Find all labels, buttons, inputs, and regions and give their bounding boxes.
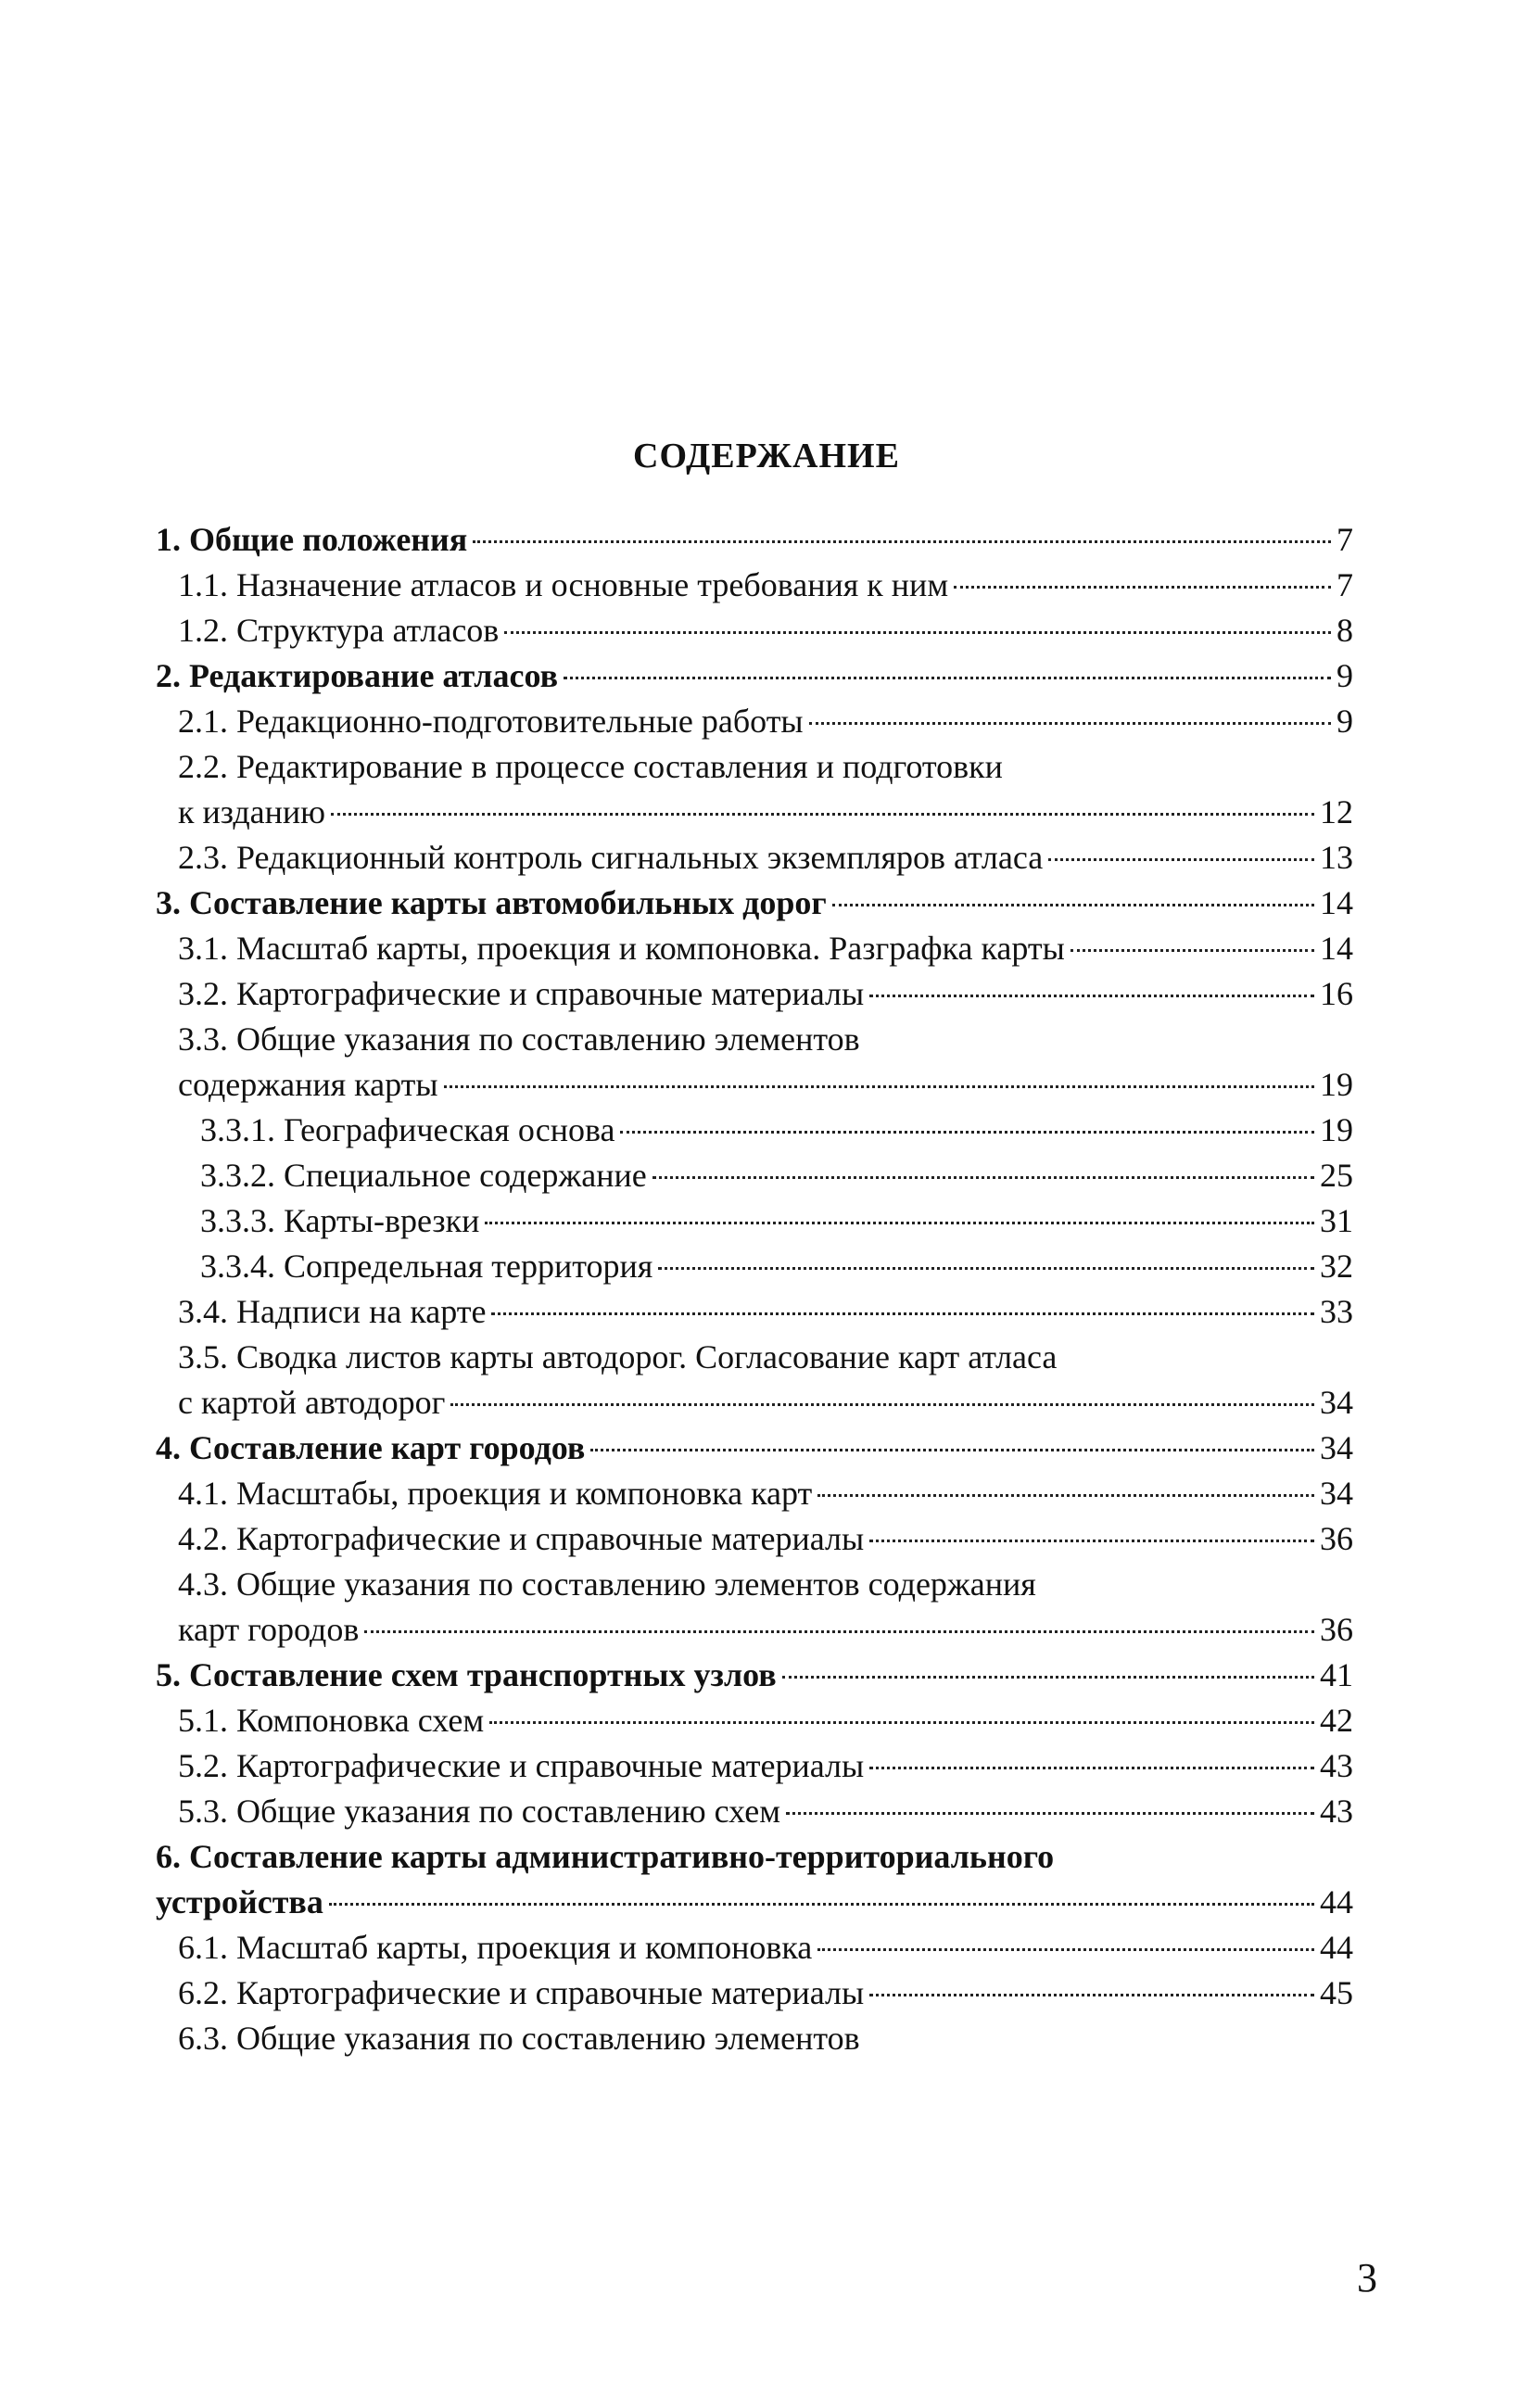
toc-dot-leader <box>1048 858 1314 861</box>
toc-entry-page: 33 <box>1320 1293 1353 1330</box>
toc-entry-page: 9 <box>1337 657 1353 694</box>
toc-entry-page: 43 <box>1320 1747 1353 1784</box>
toc-entry-title: 6.1. Масштаб карты, проекция и компоновка <box>178 1929 813 1966</box>
toc-entry-page: 7 <box>1337 566 1353 603</box>
toc-entry-title: 5. Составление схем транспортных узлов <box>156 1656 777 1693</box>
toc-dot-leader <box>331 813 1314 816</box>
toc-entry-title: 3.5. Сводка листов карты автодорог. Согласование карт атласа <box>178 1338 1058 1375</box>
page-title: СОДЕРЖАНИЕ <box>633 437 900 475</box>
toc-entry-page: 44 <box>1320 1929 1353 1966</box>
toc-entry-title: 3.3.2. Специальное содержание <box>200 1157 647 1194</box>
toc-entry[interactable] <box>156 608 1353 653</box>
toc-entry-title: 1.1. Назначение атласов и основные требования к ним <box>178 566 949 603</box>
toc-entry-title: 5.1. Компоновка схем <box>178 1702 485 1739</box>
toc-entry[interactable] <box>156 881 1353 926</box>
toc-entry-page: 31 <box>1320 1202 1353 1239</box>
toc-entry-page: 25 <box>1320 1157 1353 1194</box>
toc-entry-title: 1. Общие положения <box>156 521 468 558</box>
toc-entry-title: 3.3.3. Карты-врезки <box>200 1202 480 1239</box>
toc-entry-page: 34 <box>1320 1429 1353 1466</box>
toc-dot-leader <box>364 1630 1314 1633</box>
toc-entry[interactable] <box>156 744 1353 790</box>
toc-entry-title: 3.3.4. Сопредельная территория <box>200 1248 653 1285</box>
toc-entry[interactable] <box>156 926 1353 971</box>
toc-entry-title: 3.3.1. Географическая основа <box>200 1111 615 1148</box>
toc-entry[interactable] <box>156 1198 1353 1244</box>
toc-dot-leader <box>817 1948 1314 1951</box>
toc-dot-leader <box>658 1267 1314 1270</box>
toc-entry-page: 7 <box>1337 521 1353 558</box>
toc-dot-leader <box>444 1085 1314 1088</box>
toc-entry[interactable] <box>156 1471 1353 1516</box>
toc-entry[interactable] <box>156 971 1353 1017</box>
toc-dot-leader <box>329 1903 1314 1906</box>
toc-entry[interactable] <box>156 2016 1353 2061</box>
toc-dot-leader <box>620 1131 1314 1134</box>
toc-entry-page: 45 <box>1320 1974 1353 2011</box>
table-of-contents <box>156 517 1353 2061</box>
toc-entry-page: 19 <box>1320 1111 1353 1148</box>
toc-entry-title: 6. Составление карты административно-территориального <box>156 1838 1055 1875</box>
toc-entry-page: 42 <box>1320 1702 1353 1739</box>
toc-entry[interactable] <box>156 653 1353 699</box>
toc-entry-title: карт городов <box>178 1611 360 1648</box>
toc-entry[interactable] <box>156 1017 1353 1062</box>
toc-entry-page: 14 <box>1320 884 1353 921</box>
toc-entry[interactable] <box>156 1834 1353 1880</box>
toc-dot-leader <box>504 631 1331 634</box>
toc-entry-title: 6.2. Картографические и справочные материалы <box>178 1974 865 2011</box>
toc-entry-page: 34 <box>1320 1475 1353 1512</box>
toc-entry-title: 3.3. Общие указания по составлению элементов <box>178 1020 860 1058</box>
toc-dot-leader <box>491 1312 1314 1315</box>
toc-dot-leader <box>485 1222 1314 1224</box>
toc-dot-leader <box>832 904 1314 906</box>
toc-entry[interactable] <box>156 1108 1353 1153</box>
toc-dot-leader <box>652 1176 1314 1179</box>
toc-entry-page: 44 <box>1320 1883 1353 1920</box>
toc-entry-title: устройства <box>156 1883 323 1920</box>
toc-entry-page: 41 <box>1320 1656 1353 1693</box>
toc-entry-page: 13 <box>1320 839 1353 876</box>
toc-entry-title: 2. Редактирование атласов <box>156 657 559 694</box>
toc-dot-leader <box>489 1721 1314 1724</box>
toc-dot-leader <box>1071 949 1314 952</box>
toc-entry-title: 2.1. Редакционно-подготовительные работы <box>178 703 804 740</box>
toc-entry[interactable] <box>156 1289 1353 1335</box>
toc-entry-title: с картой автодорог <box>178 1384 446 1421</box>
toc-entry[interactable] <box>156 1062 1353 1108</box>
toc-entry[interactable] <box>156 1380 1353 1426</box>
toc-dot-leader <box>782 1676 1314 1679</box>
toc-dot-leader <box>869 1994 1314 1996</box>
toc-dot-leader <box>473 540 1331 543</box>
toc-entry[interactable] <box>156 1653 1353 1698</box>
toc-entry[interactable] <box>156 699 1353 744</box>
toc-entry-title: 5.2. Картографические и справочные материалы <box>178 1747 865 1784</box>
toc-entry[interactable] <box>156 1516 1353 1562</box>
toc-entry-title: 3. Составление карты автомобильных дорог <box>156 884 827 921</box>
toc-dot-leader <box>450 1403 1314 1406</box>
toc-entry[interactable] <box>156 1607 1353 1653</box>
toc-dot-leader <box>954 586 1331 589</box>
toc-dot-leader <box>590 1449 1314 1451</box>
toc-entry-title: содержания карты <box>178 1066 438 1103</box>
toc-dot-leader <box>809 722 1331 725</box>
toc-entry-title: 1.2. Структура атласов <box>178 612 500 649</box>
toc-entry[interactable] <box>156 517 1353 563</box>
toc-entry[interactable] <box>156 1880 1353 1925</box>
page-number: 3 <box>1357 2255 1377 2300</box>
toc-entry[interactable] <box>156 1562 1353 1607</box>
toc-entry[interactable] <box>156 1789 1353 1834</box>
toc-entry[interactable] <box>156 1335 1353 1380</box>
toc-entry-page: 32 <box>1320 1248 1353 1285</box>
toc-dot-leader <box>786 1812 1314 1815</box>
toc-entry[interactable] <box>156 1153 1353 1198</box>
toc-entry-page: 8 <box>1337 612 1353 649</box>
toc-entry[interactable] <box>156 790 1353 835</box>
toc-entry-title: 3.2. Картографические и справочные материалы <box>178 975 865 1012</box>
toc-dot-leader <box>817 1494 1314 1497</box>
toc-entry-title: 4.3. Общие указания по составлению элементов содержания <box>178 1565 1036 1603</box>
toc-entry-page: 9 <box>1337 703 1353 740</box>
toc-entry-page: 36 <box>1320 1520 1353 1557</box>
toc-entry-title: 2.2. Редактирование в процессе составления и подготовки <box>178 748 1003 785</box>
toc-entry-page: 34 <box>1320 1384 1353 1421</box>
toc-dot-leader <box>869 1767 1314 1769</box>
toc-entry-page: 14 <box>1320 930 1353 967</box>
toc-entry-title: 4. Составление карт городов <box>156 1429 586 1466</box>
toc-entry-title: к изданию <box>178 793 326 830</box>
toc-entry[interactable] <box>156 1925 1353 1971</box>
toc-entry[interactable] <box>156 1698 1353 1743</box>
toc-dot-leader <box>564 677 1331 679</box>
toc-entry-title: 3.1. Масштаб карты, проекция и компоновка. Разграфка карты <box>178 930 1065 967</box>
toc-entry-title: 5.3. Общие указания по составлению схем <box>178 1793 781 1830</box>
toc-entry[interactable] <box>156 563 1353 608</box>
toc-entry[interactable] <box>156 835 1353 881</box>
toc-entry[interactable] <box>156 1426 1353 1471</box>
toc-entry-page: 19 <box>1320 1066 1353 1103</box>
toc-dot-leader <box>869 995 1314 997</box>
toc-entry-page: 43 <box>1320 1793 1353 1830</box>
toc-entry-title: 4.1. Масштабы, проекция и компоновка карт <box>178 1475 813 1512</box>
toc-dot-leader <box>869 1540 1314 1542</box>
toc-entry[interactable] <box>156 1743 1353 1789</box>
toc-entry-title: 6.3. Общие указания по составлению элементов <box>178 2020 860 2057</box>
toc-entry-page: 12 <box>1320 793 1353 830</box>
toc-entry[interactable] <box>156 1244 1353 1289</box>
toc-entry-title: 4.2. Картографические и справочные материалы <box>178 1520 865 1557</box>
toc-entry-page: 16 <box>1320 975 1353 1012</box>
toc-entry-title: 2.3. Редакционный контроль сигнальных экземпляров атласа <box>178 839 1044 876</box>
toc-entry[interactable] <box>156 1971 1353 2016</box>
toc-entry-title: 3.4. Надписи на карте <box>178 1293 487 1330</box>
toc-entry-page: 36 <box>1320 1611 1353 1648</box>
